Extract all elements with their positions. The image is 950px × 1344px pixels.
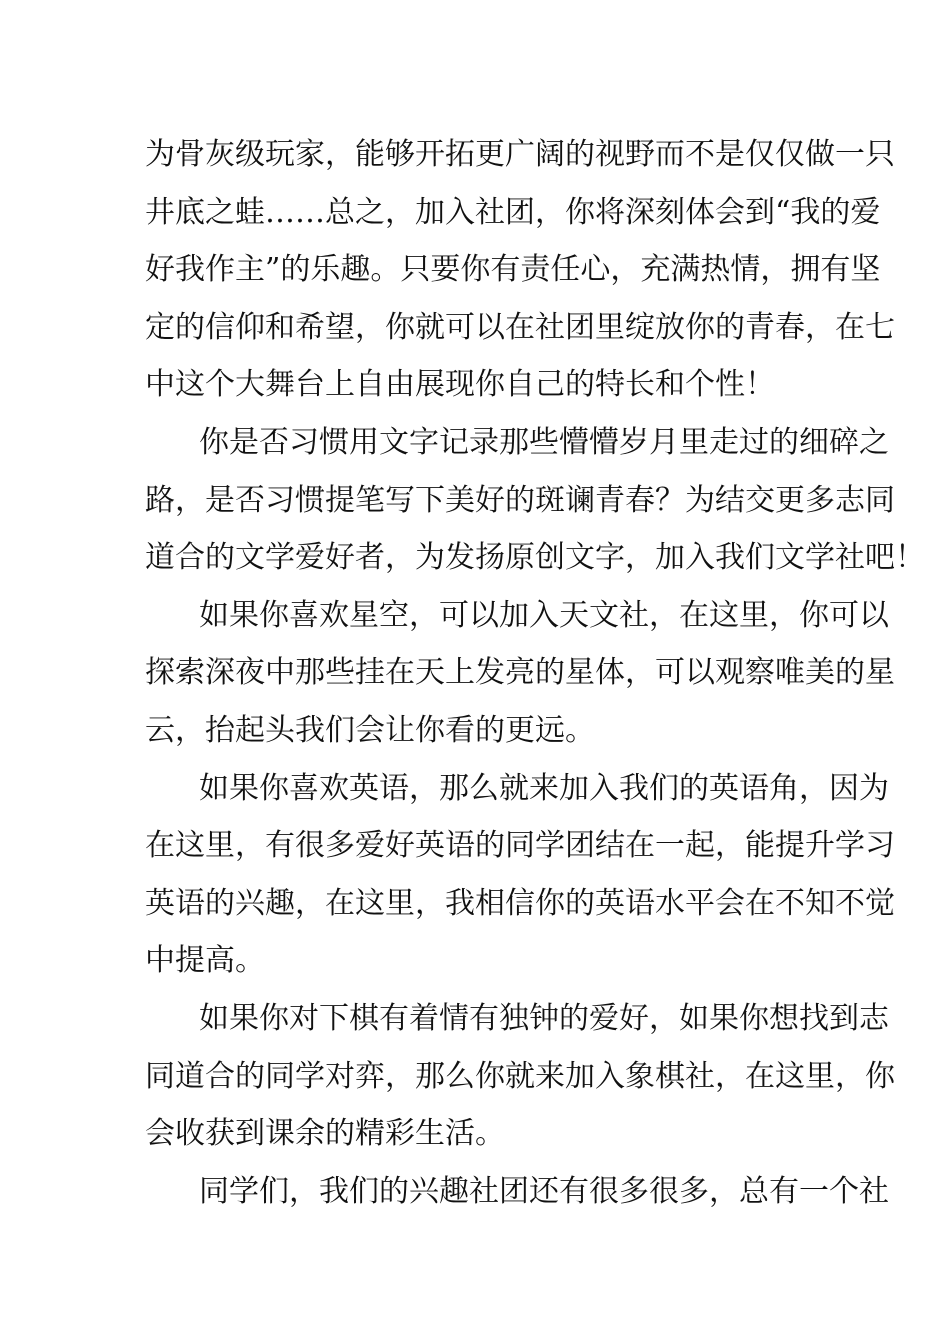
text-line: 你是否习惯用文字记录那些懵懵岁月里走过的细碎之	[199, 424, 889, 460]
text-line: 英语的兴趣，在这里，我相信你的英语水平会在不知不觉	[145, 885, 895, 921]
paragraph	[145, 414, 925, 587]
text-line: 定的信仰和希望，你就可以在社团里绽放你的青春，在七	[145, 309, 895, 345]
text-line: 中这个大舞台上自由展现你自己的特长和个性！	[145, 367, 775, 403]
paragraph	[145, 760, 895, 990]
text-line: 如果你喜欢星空，可以加入天文社，在这里，你可以	[199, 597, 889, 633]
body-text	[145, 126, 925, 1220]
text-line: 同道合的同学对弈，那么你就来加入象棋社，在这里，你	[145, 1058, 895, 1094]
text-line: 同学们，我们的兴趣社团还有很多很多，总有一个社	[199, 1173, 889, 1209]
text-line: 在这里，有很多爱好英语的同学团结在一起，能提升学习	[145, 828, 895, 864]
text-line: 道合的文学爱好者，为发扬原创文字，加入我们文学社吧！	[145, 540, 925, 576]
paragraph	[145, 126, 895, 414]
text-line: 井底之蛙……总之，加入社团，你将深刻体会到“我的爱	[145, 194, 881, 230]
text-line: 如果你对下棋有着情有独钟的爱好，如果你想找到志	[199, 1000, 889, 1036]
text-line: 为骨灰级玩家，能够开拓更广阔的视野而不是仅仅做一只	[145, 137, 895, 172]
text-line: 好我作主”的乐趣。只要你有责任心，充满热情，拥有坚	[145, 252, 881, 288]
text-line: 路，是否习惯提笔写下美好的斑谰青春？为结交更多志同	[145, 482, 895, 518]
paragraph	[145, 587, 895, 760]
text-line: 如果你喜欢英语，那么就来加入我们的英语角，因为	[199, 770, 889, 806]
text-line: 云，抬起头我们会让你看的更远。	[145, 712, 595, 748]
paragraph	[145, 1163, 889, 1221]
paragraph	[145, 990, 895, 1163]
text-line: 中提高。	[145, 943, 265, 979]
text-line: 会收获到课余的精彩生活。	[145, 1116, 505, 1152]
text-line: 探索深夜中那些挂在天上发亮的星体，可以观察唯美的星	[145, 655, 895, 691]
